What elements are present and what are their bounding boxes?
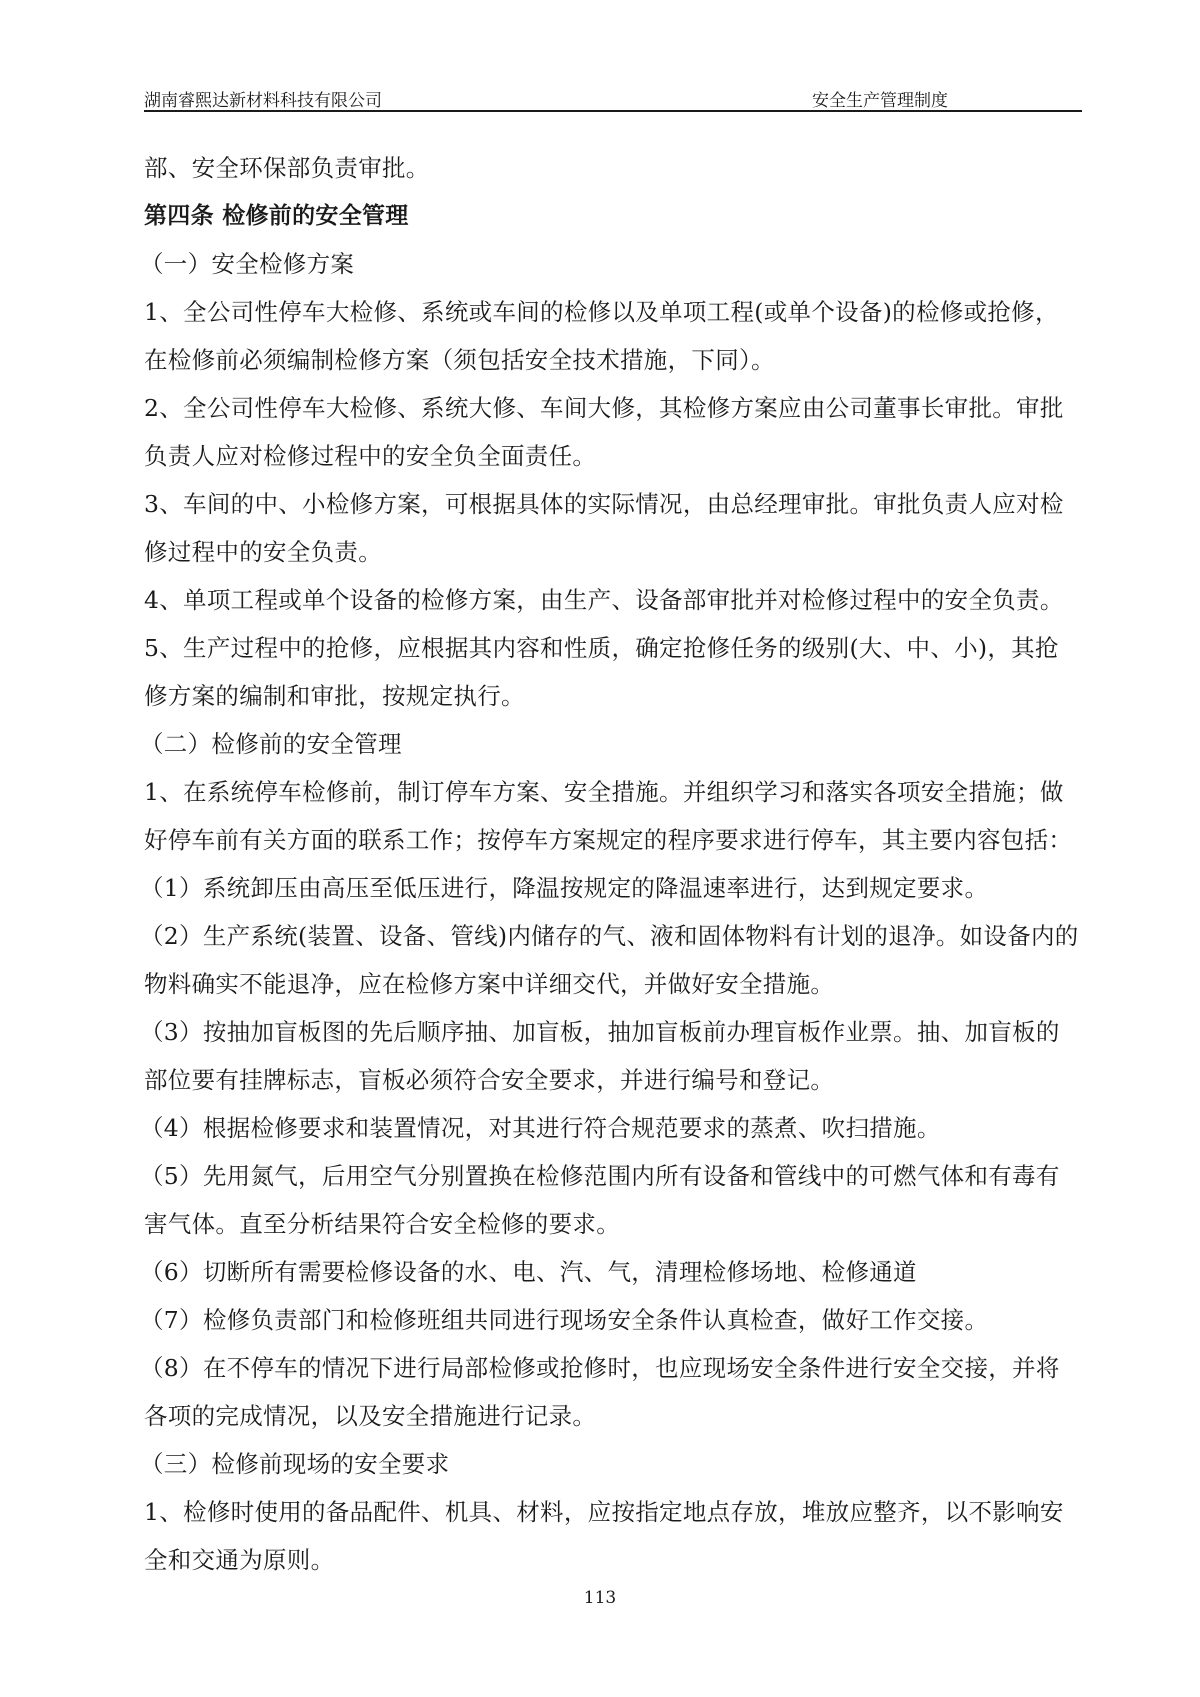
- section-heading-2: （二）检修前的安全管理: [140, 730, 402, 758]
- paragraph: 1、检修时使用的备品配件、机具、材料，应按指定地点存放，堆放应整齐，以不影响安全和交通为原则。: [144, 1498, 1064, 1574]
- list-item: （1）系统卸压由高压至低压进行，降温按规定的降温速率进行，达到规定要求。: [140, 874, 989, 902]
- paragraph: 1、在系统停车检修前，制订停车方案、安全措施。并组织学习和落实各项安全措施；做好停车前有关方面的联系工作；按停车方案规定的程序要求进行停车，其主要内容包括：: [144, 778, 1073, 854]
- paragraph: 1、全公司性停车大检修、系统或车间的检修以及单项工程(或单个设备)的检修或抢修，在检修前必须编制检修方案（须包括安全技术措施，下同）。: [144, 298, 1059, 374]
- paragraph: 3、车间的中、小检修方案，可根据具体的实际情况，由总经理审批。审批负责人应对检修过程中的安全负责。: [144, 490, 1064, 566]
- header-company-name: 湖南睿熙达新材料科技有限公司: [144, 91, 382, 111]
- paragraph-continuation: 部、安全环保部负责审批。: [144, 154, 430, 182]
- list-item: （6）切断所有需要检修设备的水、电、汽、气，清理检修场地、检修通道: [140, 1258, 917, 1286]
- paragraph: 5、生产过程中的抢修，应根据其内容和性质，确定抢修任务的级别(大、中、小)，其抢修方案的编制和审批，按规定执行。: [144, 634, 1059, 710]
- list-item: （8）在不停车的情况下进行局部检修或抢修时，也应现场安全条件进行安全交接，并将各项的完成情况，以及安全措施进行记录。: [140, 1354, 1060, 1430]
- header-document-title: 安全生产管理制度: [812, 91, 948, 111]
- section-heading-3: （三）检修前现场的安全要求: [140, 1450, 450, 1478]
- list-item: （4）根据检修要求和装置情况，对其进行符合规范要求的蒸煮、吹扫措施。: [140, 1114, 941, 1142]
- header-divider: [144, 110, 1082, 112]
- page-header: [144, 84, 1082, 112]
- list-item: （7）检修负责部门和检修班组共同进行现场安全条件认真检查，做好工作交接。: [140, 1306, 989, 1334]
- paragraph: 2、全公司性停车大检修、系统大修、车间大修，其检修方案应由公司董事长审批。审批负责人应对检修过程中的安全负全面责任。: [144, 394, 1064, 470]
- list-item: （2）生产系统(装置、设备、管线)内储存的气、液和固体物料有计划的退净。如设备内的物料确实不能退净，应在检修方案中详细交代，并做好安全措施。: [140, 922, 1079, 998]
- document-body: [140, 144, 1082, 1584]
- paragraph: 4、单项工程或单个设备的检修方案，由生产、设备部审批并对检修过程中的安全负责。: [144, 586, 1064, 614]
- list-item: （5）先用氮气，后用空气分别置换在检修范围内所有设备和管线中的可燃气体和有毒有害气体。直至分析结果符合安全检修的要求。: [140, 1162, 1060, 1238]
- list-item: （3）按抽加盲板图的先后顺序抽、加盲板，抽加盲板前办理盲板作业票。抽、加盲板的部位要有挂牌标志，盲板必须符合安全要求，并进行编号和登记。: [140, 1018, 1060, 1094]
- page-number: 113: [583, 1588, 617, 1608]
- section-heading-1: （一）安全检修方案: [140, 250, 355, 278]
- article-heading: 第四条 检修前的安全管理: [144, 203, 409, 229]
